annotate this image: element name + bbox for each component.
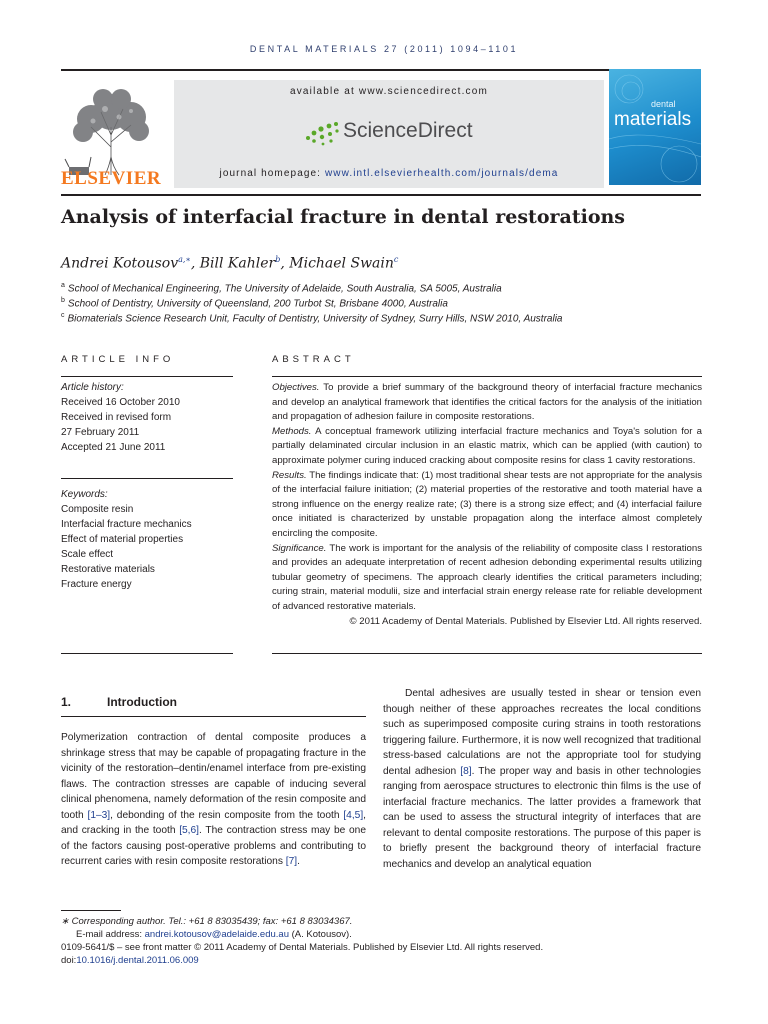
keyword: Effect of material properties <box>61 534 184 545</box>
footnote-rule <box>61 910 121 911</box>
body-text-run: Polymerization contraction of dental composite produces a shrinkage stress that may be capable of propagating fracture in the vicinity of the restoration–dentin/enamel interface from pre-existing flaws. The contraction stresses are capable of inducing several clinical phenomena, namely deformation of the resin composite and tooth <box>61 732 366 821</box>
email-link[interactable]: andrei.kotousov@adelaide.edu.au <box>144 929 289 940</box>
body-text-run: . The proper way and basis in other technologies ranging from aerospace structures to electronic thin films is the use of interfacial fracture mechanics. The latter provides a framework that can be used to assess the structural integrity of interfaces that are relevant to dental composite restorations. The purpose of this paper is to briefly present the background theory of interfacial fracture mechanics and develop an analytical equation <box>383 765 701 870</box>
citation-link[interactable]: [8] <box>460 765 472 777</box>
keywords-label: Keywords: <box>61 489 108 500</box>
intro-right-paragraph <box>383 686 701 872</box>
body-text-run: , debonding of the resin composite from the tooth <box>110 809 344 821</box>
article-info-rule <box>61 376 233 377</box>
sciencedirect-logo-text: ScienceDirect <box>343 119 473 142</box>
abstract-label: Objectives. <box>272 382 320 393</box>
body-text-run: , and cracking in the tooth <box>61 809 366 836</box>
elsevier-wordmark: ELSEVIER <box>61 168 162 189</box>
history-line: Received 16 October 2010 <box>61 397 180 408</box>
author-affiliation-mark[interactable]: a,∗ <box>178 255 191 264</box>
section-number: 1. <box>61 695 72 709</box>
author-name[interactable]: Bill Kahler <box>199 255 276 272</box>
front-matter-note: 0109-5641/$ – see front matter © 2011 Academy of Dental Materials. Published by Elsevier Ltd. All rights reserved. <box>61 942 544 953</box>
affiliation-mark: b <box>61 297 65 304</box>
history-line: 27 February 2011 <box>61 427 140 438</box>
affiliation <box>61 312 563 324</box>
corresponding-author-note <box>61 916 352 927</box>
journal-citation-line: DENTAL MATERIALS 27 (2011) 1094–1101 <box>249 44 519 54</box>
cover-dental-text: dental <box>651 99 676 109</box>
citation-link[interactable]: [1–3] <box>87 809 111 821</box>
affiliation-text: Biomaterials Science Research Unit, Faculty of Dentistry, University of Sydney, Surry Hills, NSW 2010, Australia <box>67 313 563 325</box>
body-text-run: . The contraction stress may be one of the factors causing post-operative problems and contributing to recurrent caries with resin composite restorations <box>61 825 366 867</box>
citation-link[interactable]: [4,5] <box>343 809 364 821</box>
section-heading <box>61 695 177 709</box>
section-title: Introduction <box>107 695 177 709</box>
keyword: Composite resin <box>61 504 134 515</box>
history-line: Received in revised form <box>61 412 172 423</box>
abstract-bottom-rule <box>272 653 702 654</box>
email-suffix: (A. Kotousov). <box>288 929 352 940</box>
abstract-significance: The work is important for the analysis of the reliability of composite class I restorations and provides an adequate interpretation of recent adhesion debonding experimental results utilizing tubular geometry of specimens. The approach clearly identifies the critical parameters including; curing strain, material modulii, size and interfacial strain energy release rate for reliable development of advanced restorative materials. <box>272 542 702 612</box>
article-info-bottom-rule <box>61 653 233 654</box>
keyword: Restorative materials <box>61 564 155 575</box>
history-label: Article history: <box>61 382 124 393</box>
affiliation <box>61 297 448 309</box>
title-rule <box>61 194 701 196</box>
abstract-results: The findings indicate that: (1) most traditional shear tests are not appropriate for the analysis of the interfacial failure initiation; (2) material properties of the restorative and tooth material have a strong influence on the energy realize rate; (3) there is a strong size effect; and (4) interfacial failure once initiated is characterized by unstable propagation along the interface almost completely encircling the composite. <box>272 469 702 539</box>
affiliation-mark: a <box>61 282 65 289</box>
abstract-body <box>272 381 702 629</box>
keywords-list <box>61 487 192 592</box>
article-history <box>61 380 180 455</box>
author-affiliation-mark[interactable]: c <box>393 255 399 264</box>
homepage-label: journal homepage: <box>219 168 325 179</box>
body-text-run: Dental adhesives are usually tested in shear or tension even though neither of these approaches recreates the local conditions such as superimposed composite curing strains in tooth restorations triggering failure. Furthermore, it is now well recognized that traditional stress-based calculations are not the appropriate tool for studying dental adhesion <box>383 688 701 777</box>
article-title: Analysis of interfacial fracture in dental restorations <box>61 206 625 228</box>
author-affiliation-mark[interactable]: b <box>275 255 281 264</box>
abstract-objectives: To provide a brief summary of the background theory of interfacial fracture mechanics and develop an analytical framework that identifies the critical factors for the analysis of the initiation and propagation of adhesion failure in composite restorations. <box>272 382 702 423</box>
available-at-text <box>174 86 604 97</box>
affiliation <box>61 282 502 294</box>
corresponding-text: ∗ Corresponding author. Tel.: +61 8 83035439; fax: +61 8 83034367. <box>61 916 353 927</box>
affiliation-mark: c <box>61 312 65 319</box>
abstract-heading: ABSTRACT <box>272 354 355 365</box>
abstract-methods: A conceptual framework utilizing interfacial fracture mechanics and Toya's solution for a partially delaminated circular inclusion in an elastic matrix, which can be applied (with caution) to approximate polymer curing induced cracking about composite resins for class 1 cavity restorations. <box>272 425 702 466</box>
abstract-label: Results. <box>272 469 307 481</box>
sciencedirect-dots-icon <box>303 118 343 146</box>
keywords-rule <box>61 478 233 479</box>
doi-label: doi: <box>61 955 77 966</box>
cover-materials-text: materials <box>614 109 692 130</box>
doi-link[interactable]: 10.1016/j.dental.2011.06.009 <box>76 955 199 966</box>
keyword: Fracture energy <box>61 579 132 590</box>
doi-note <box>61 955 199 966</box>
homepage-link[interactable]: www.intl.elsevierhealth.com/journals/dema <box>324 168 559 179</box>
email-note <box>76 929 352 940</box>
intro-left-paragraph <box>61 730 366 870</box>
abstract-label: Significance. <box>272 542 327 554</box>
abstract-label: Methods. <box>272 425 312 437</box>
copyright-notice: © 2011 Academy of Dental Materials. Published by Elsevier Ltd. All rights reserved. <box>349 615 702 627</box>
section-rule <box>61 716 366 717</box>
keyword: Interfacial fracture mechanics <box>61 519 192 530</box>
author-name[interactable]: Michael Swain <box>289 255 394 272</box>
affiliation-text: School of Mechanical Engineering, The University of Adelaide, South Australia, SA 5005, Australia <box>67 283 502 295</box>
header-rule <box>61 69 701 71</box>
author-list: Andrei Kotousov$^{a,∗}$, Bill Kahler$^b$, Michael Swain$^c$ <box>61 255 399 272</box>
body-text-run: . <box>297 856 300 867</box>
abstract-rule <box>272 376 702 377</box>
email-label: E-mail address: <box>76 929 145 940</box>
author-name[interactable]: Andrei Kotousov <box>61 255 179 272</box>
history-line: Accepted 21 June 2011 <box>61 442 166 453</box>
journal-cover-image <box>609 69 701 185</box>
affiliation-text: School of Dentistry, University of Queensland, 200 Turbot St, Brisbane 4000, Australia <box>67 298 448 310</box>
keyword: Scale effect <box>61 549 114 560</box>
journal-homepage-line <box>174 168 604 179</box>
available-at-link[interactable]: available at www.sciencedirect.com <box>289 86 489 97</box>
citation-link[interactable]: [5,6] <box>179 825 200 836</box>
article-info-heading: ARTICLE INFO <box>61 354 175 365</box>
citation-link[interactable]: [7] <box>285 856 298 867</box>
